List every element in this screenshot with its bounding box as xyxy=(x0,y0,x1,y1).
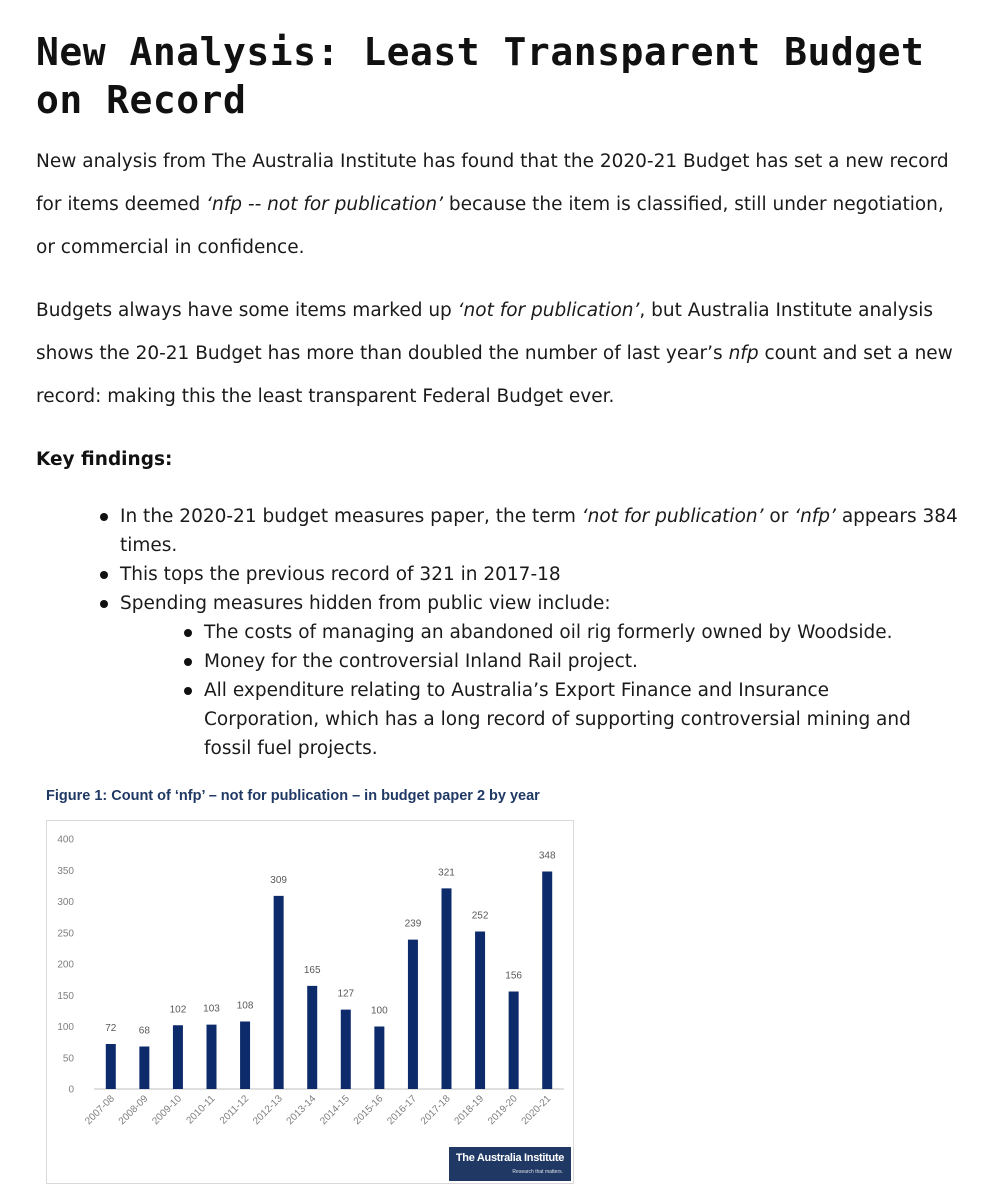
data-label: 127 xyxy=(337,988,355,1000)
data-label: 100 xyxy=(371,1005,388,1017)
bar xyxy=(240,1022,250,1090)
chart-frame xyxy=(46,820,574,1184)
x-tick-label: 2011-12 xyxy=(217,1093,252,1127)
x-tick-label: 2009-10 xyxy=(150,1093,185,1128)
finding-1-text-1: In the 2020-21 budget measures paper, the term xyxy=(120,506,582,527)
bar xyxy=(509,992,519,1090)
data-label: 239 xyxy=(404,918,422,930)
x-tick-label: 2019-20 xyxy=(486,1093,520,1128)
figure-caption: Figure 1: Count of ‘nfp’ – not for publication – in budget paper 2 by year xyxy=(46,788,540,804)
intro-italic: ‘nfp -- not for publication’ xyxy=(206,194,443,215)
y-tick-label: 50 xyxy=(62,1053,74,1065)
x-tick-label: 2014-15 xyxy=(318,1093,352,1128)
bar-chart xyxy=(47,821,573,1183)
data-label: 321 xyxy=(438,867,455,879)
bar xyxy=(173,1025,183,1089)
bar xyxy=(475,932,485,1090)
x-tick-label: 2013-14 xyxy=(284,1093,319,1128)
hidden-measure-item: All expenditure relating to Australia’s Export Finance and Insurance Corporation, which has a long record of supporting controversial mining and fossil fuel projects. xyxy=(204,676,944,763)
data-label: 103 xyxy=(203,1003,220,1015)
y-tick-label: 400 xyxy=(57,834,74,846)
data-label: 108 xyxy=(236,1000,254,1012)
budget-text-3: count and set a new record: making this the least transparent Federal Budget ever. xyxy=(36,343,953,407)
bar xyxy=(106,1044,116,1089)
bar xyxy=(442,888,452,1089)
budget-paragraph xyxy=(36,289,966,418)
logo-tagline: Research that matters. xyxy=(512,1169,563,1175)
finding-1-text-2: or xyxy=(763,506,795,527)
bar xyxy=(307,986,317,1089)
y-tick-label: 150 xyxy=(57,990,74,1002)
x-tick-label: 2010-11 xyxy=(184,1093,218,1127)
bar xyxy=(341,1010,351,1089)
finding-3-text: Spending measures hidden from public view include: xyxy=(120,593,611,614)
x-tick-label: 2016-17 xyxy=(385,1093,420,1128)
hidden-measure-item: The costs of managing an abandoned oil rig formerly owned by Woodside. xyxy=(204,618,944,647)
intro-text-1: New analysis from The Australia Institute has found that the 2020-21 Budget has set a new record for items deemed xyxy=(36,151,949,215)
hidden-measure-item: Money for the controversial Inland Rail project. xyxy=(204,647,944,676)
bar xyxy=(374,1027,384,1090)
x-tick-label: 2018-19 xyxy=(452,1093,487,1128)
budget-text-1: Budgets always have some items marked up xyxy=(36,300,458,321)
budget-italic-2: nfp xyxy=(728,343,759,364)
x-tick-label: 2017-18 xyxy=(418,1093,453,1128)
finding-1-text-3: appears 384 times. xyxy=(120,506,958,556)
finding-item xyxy=(120,589,960,763)
intro-paragraph xyxy=(36,140,966,269)
budget-italic-1: ‘not for publication’ xyxy=(457,300,640,321)
y-tick-label: 100 xyxy=(57,1022,74,1033)
y-tick-label: 200 xyxy=(57,959,74,971)
y-tick-label: 0 xyxy=(68,1084,74,1096)
hidden-measures-list xyxy=(204,618,944,763)
data-label: 252 xyxy=(471,910,489,922)
data-label: 156 xyxy=(505,970,522,982)
y-tick-label: 300 xyxy=(57,897,74,908)
finding-1-italic-2: ‘nfp’ xyxy=(794,506,836,527)
finding-item: This tops the previous record of 321 in 2017-18 xyxy=(120,560,960,589)
page-title: New Analysis: Least Transparent Budget on Record xyxy=(36,30,925,122)
x-tick-label: 2008-09 xyxy=(116,1093,151,1128)
data-label: 102 xyxy=(169,1004,187,1016)
data-label: 72 xyxy=(105,1023,117,1034)
bar xyxy=(274,896,284,1089)
budget-text-2: , but Australia Institute analysis shows the 20-21 Budget has more than doubled the number of last year’s xyxy=(36,300,934,364)
x-tick-label: 2015-16 xyxy=(351,1093,386,1128)
y-tick-label: 250 xyxy=(57,928,74,940)
figure xyxy=(44,784,574,1184)
bar xyxy=(139,1047,149,1090)
finding-1-italic-1: ‘not for publication’ xyxy=(581,506,764,527)
bar xyxy=(207,1025,217,1089)
data-label: 68 xyxy=(138,1025,150,1037)
x-tick-label: 2007-08 xyxy=(83,1093,117,1128)
x-tick-label: 2012-13 xyxy=(251,1093,285,1128)
key-findings-heading: Key findings: xyxy=(36,449,173,470)
bar xyxy=(408,940,418,1089)
data-label: 165 xyxy=(303,964,321,976)
logo-name: The Australia Institute xyxy=(455,1152,565,1164)
data-label: 348 xyxy=(538,850,556,862)
findings-list xyxy=(120,502,960,763)
finding-item xyxy=(120,502,960,560)
x-tick-label: 2020-21 xyxy=(519,1093,554,1128)
data-label: 309 xyxy=(270,874,287,886)
bar xyxy=(542,872,552,1090)
intro-text-2: because the item is classified, still under negotiation, or commercial in confidence. xyxy=(36,194,944,258)
australia-institute-logo xyxy=(449,1147,571,1181)
y-tick-label: 350 xyxy=(57,865,74,877)
